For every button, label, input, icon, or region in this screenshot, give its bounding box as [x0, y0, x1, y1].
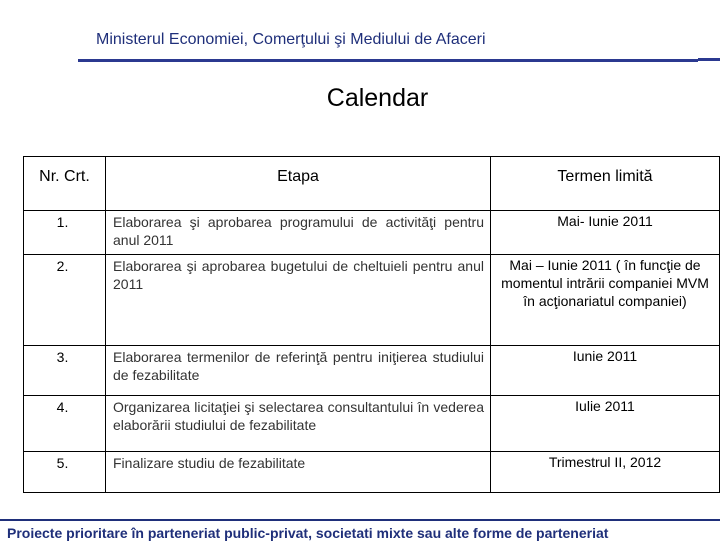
table-row [24, 210, 720, 254]
column-header-etapa: Etapa [106, 157, 491, 211]
row-etapa: Elaborarea şi aprobarea bugetului de cheltuieli pentru anul 2011 [106, 255, 491, 346]
row-etapa: Elaborarea şi aprobarea programului de activităţi pentru anul 2011 [106, 210, 491, 254]
row-number: 3. [24, 346, 106, 396]
row-termen: Trimestrul II, 2012 [491, 451, 720, 492]
row-etapa: Finalizare studiu de fezabilitate [106, 451, 491, 492]
table-header-row [24, 157, 720, 211]
row-termen: Iunie 2011 [491, 346, 720, 396]
header-title: Ministerul Economiei, Comerţului şi Mediului de Afaceri [96, 31, 486, 48]
footer-bar [0, 519, 720, 542]
row-number: 4. [24, 395, 106, 451]
header-divider [78, 59, 698, 62]
row-termen: Mai – Iunie 2011 ( în funcţie de momentul intrării companiei MVM în acţionariatul companiei) [491, 255, 720, 346]
table-row [24, 255, 720, 346]
column-header-nr: Nr. Crt. [24, 157, 106, 211]
header-divider-end [698, 58, 720, 61]
row-number: 1. [24, 210, 106, 254]
table-row [24, 395, 720, 451]
table-row [24, 451, 720, 492]
footer-text: Proiecte prioritare în parteneriat public-privat, societati mixte sau alte forme de parteneriat [7, 525, 609, 541]
row-termen: Iulie 2011 [491, 395, 720, 451]
row-etapa: Elaborarea termenilor de referinţă pentru iniţierea studiului de fezabilitate [106, 346, 491, 396]
table-row [24, 346, 720, 396]
page-title: Calendar [326, 84, 429, 112]
row-number: 2. [24, 255, 106, 346]
row-number: 5. [24, 451, 106, 492]
column-header-termen: Termen limită [491, 157, 720, 211]
row-termen: Mai- Iunie 2011 [491, 210, 720, 254]
row-etapa: Organizarea licitaţiei şi selectarea consultantului în vederea elaborării studiului de fezabilitate [106, 395, 491, 451]
schedule-table [23, 156, 720, 493]
